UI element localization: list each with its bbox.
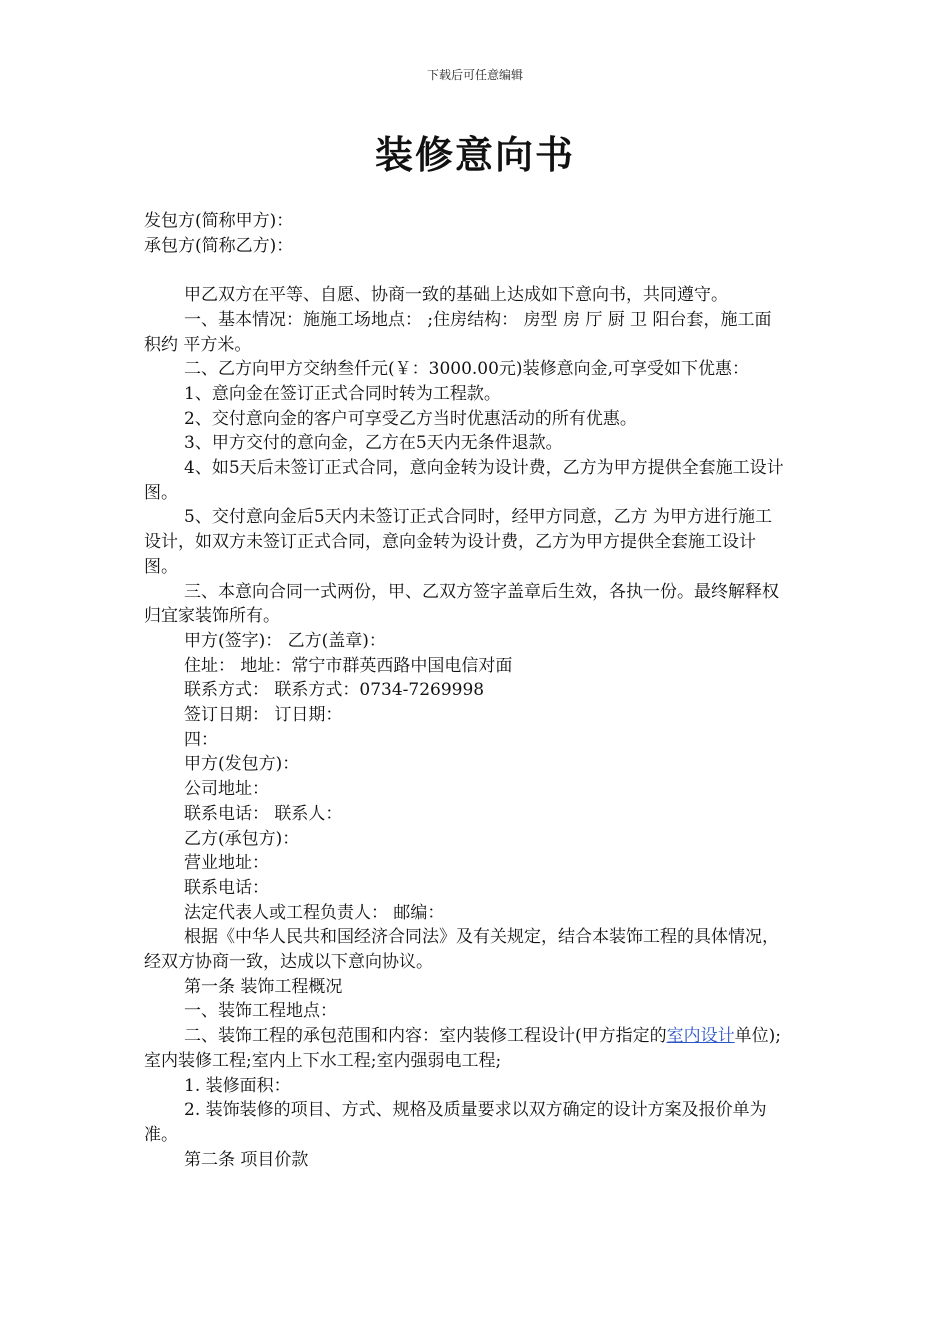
section-heading: 四： — [184, 729, 218, 750]
header-note: 下载后可任意编辑 — [426, 68, 523, 82]
paragraph: 3、甲方交付的意向金，乙方在5天内无条件退款。 — [184, 433, 563, 454]
paragraph: 甲方(发包方)： — [184, 754, 300, 775]
article-heading: 第二条 项目价款 — [184, 1149, 309, 1170]
paragraph — [144, 1024, 786, 1073]
paragraph-text: 二、装饰工程的承包范围和内容：室内装修工程设计(甲方指定的 — [184, 1026, 667, 1047]
paragraph: 联系电话： 联系人： — [184, 803, 343, 824]
blank-line — [144, 258, 786, 283]
paragraph: 甲乙双方在平等、自愿、协商一致的基础上达成如下意向书，共同遵守。 — [184, 285, 728, 306]
paragraph: 法定代表人或工程负责人： 邮编： — [184, 902, 445, 923]
paragraph: 2、交付意向金的客户可享受乙方当时优惠活动的所有优惠。 — [184, 408, 637, 429]
paragraph: 2. 装饰装修的项目、方式、规格及质量要求以双方确定的设计方案及报价单为准。 — [144, 1100, 767, 1145]
paragraph: 5、交付意向金后5天内未签订正式合同时，经甲方同意，乙方 为甲方进行施工设计，如双方未签订正式合同，意向金转为设计费，乙方为甲方提供全套施工设计图。 — [144, 507, 773, 577]
paragraph: 联系电话： — [184, 877, 269, 898]
paragraph: 营业地址： — [184, 853, 269, 874]
signature-line: 甲方(签字)： 乙方(盖章)： — [184, 630, 386, 651]
party-contractor: 承包方(简称乙方)： — [144, 235, 294, 256]
document-title: 装修意向书 — [374, 133, 575, 177]
paragraph: 1. 装修面积： — [184, 1075, 291, 1096]
paragraph: 公司地址： — [184, 779, 269, 800]
paragraph: 一、装饰工程地点： — [184, 1001, 337, 1022]
address-line: 住址： 地址：常宁市群英西路中国电信对面 — [184, 655, 513, 676]
contact-line: 联系方式： 联系方式：0734-7269998 — [184, 680, 485, 701]
paragraph: 1、意向金在签订正式合同时转为工程款。 — [184, 383, 501, 404]
paragraph: 二、乙方向甲方交纳叁仟元(￥：3000.00元)装修意向金,可享受如下优惠： — [184, 359, 749, 380]
paragraph: 一、基本情况：施施工场地点： ;住房结构： 房型 房 厅 厨 卫 阳台套，施工面积约 平方米。 — [144, 309, 772, 355]
document-body — [144, 209, 786, 1172]
party-employer: 发包方(简称甲方)： — [144, 211, 294, 231]
date-line: 签订日期： 订日期： — [184, 705, 343, 726]
paragraph: 乙方(承包方)： — [184, 828, 300, 849]
paragraph-text: 单位);室内装修工程;室内上下水工程;室内强弱电工程; — [144, 1026, 782, 1071]
paragraph: 根据《中华人民共和国经济合同法》及有关规定，结合本装饰工程的具体情况，经双方协商一致，达成以下意向协议。 — [144, 927, 779, 973]
article-heading: 第一条 装饰工程概况 — [184, 976, 343, 997]
paragraph: 三、本意向合同一式两份，甲、乙双方签字盖章后生效，各执一份。最终解释权归宜家装饰所有。 — [144, 581, 779, 627]
interior-design-link[interactable]: 室内设计 — [666, 1026, 735, 1047]
paragraph: 4、如5天后未签订正式合同，意向金转为设计费，乙方为甲方提供全套施工设计图。 — [144, 458, 784, 503]
